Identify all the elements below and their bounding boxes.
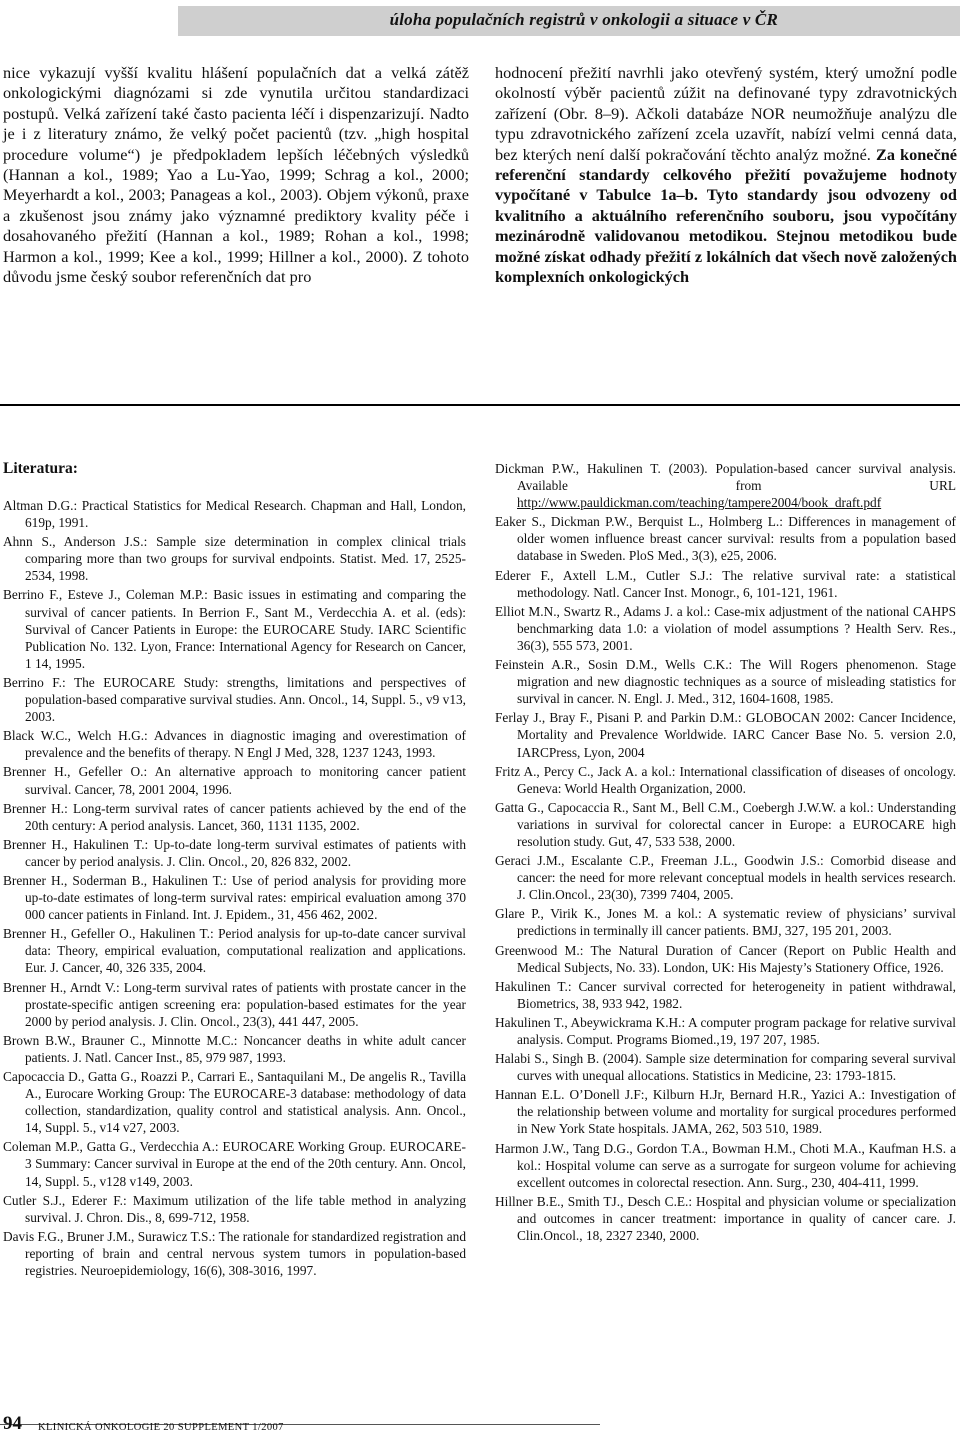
reference-item: Hakulinen T., Abeywickrama K.H.: A computer program package for relative survival analysis. Comput. Programs Biomed.,19, 197 207, 1985. bbox=[495, 1014, 956, 1047]
reference-item: Cutler S.J., Ederer F.: Maximum utilization of the life table method in analyzing survival. J. Chron. Dis., 8, 699-712, 1958. bbox=[3, 1192, 466, 1225]
reference-item: Black W.C., Welch H.G.: Advances in diagnostic imaging and overestimation of prevalence and the benefits of therapy. N Engl J Med, 328, 1237 1243, 1993. bbox=[3, 728, 466, 761]
reference-item: Brenner H., Arndt V.: Long-term survival rates of patients with prostate cancer in the prostate-specific antigen screening era: population-based estimates for the year 2000 by period analysis. J. Clin. Oncol., 23(3), 441 447, 2005. bbox=[3, 979, 466, 1029]
reference-item: Glare P., Virik K., Jones M. a kol.: A systematic review of physicians’ survival predictions in terminally ill cancer patients. BMJ, 327, 195 201, 2003. bbox=[495, 906, 956, 939]
page-number: 94 bbox=[3, 1413, 22, 1434]
reference-item: Brenner H., Hakulinen T.: Up-to-date long-term survival estimates of patients with cancer by period analysis. J. Clin. Oncol., 20, 826 832, 2002. bbox=[3, 836, 466, 869]
reference-item: Halabi S., Singh B. (2004). Sample size determination for comparing several survival curves with unequal allocations. Statistics in Medicine, 23: 1793-1815. bbox=[495, 1051, 956, 1084]
reference-item: Hillner B.E., Smith TJ., Desch C.E.: Hospital and physician volume or specialization and outcomes in cancer treatment: importance in quality of cancer care. J. Clin.Oncol., 18, 2327 2340, 2000. bbox=[495, 1193, 956, 1244]
running-header-title: úloha populačních registrů v onkologii a situace v ČR bbox=[389, 10, 778, 29]
reference-item: Brenner H., Gefeller O.: An alternative approach to monitoring cancer patient survival. Cancer, 78, 2001 2004, 1996. bbox=[3, 764, 466, 797]
reference-item: Harmon J.W., Tang D.G., Gordon T.A., Bowman H.M., Choti M.A., Kaufman H.S. a kol.: Hospital volume can serve as a surrogate for surgeon volume for achieving excellent outcomes in colorectal resection. Ann. Surg., 230, 404-411, 1999. bbox=[495, 1140, 956, 1190]
body-paragraph-right bbox=[495, 63, 957, 287]
reference-item: Brenner H., Soderman B., Hakulinen T.: Use of period analysis for providing more up-to-date estimates of long-term survival rates: empirical evaluation among 370 000 cancer patients in Finland. Int. J. Epidem., 31, 456 462, 2002. bbox=[3, 872, 466, 923]
body-column-right bbox=[495, 63, 957, 287]
body-paragraph-left: nice vykazují vyšší kvalitu hlášení populačních dat a velká zátěž onkologickými diagnózami si zde vynutila určitou standardizaci postupů. Velká zařízení také často pacienta léčí i dispenzarizují. Nadto je i z literatury známo, že velký počet pacientů (tzv. „high hospital procedure volume“) je předpokladem lepších léčebných výsledků (Hannan a kol., 1989; Yao a Lu-Yao, 1999; Schrag a kol., 2000; Meyerhardt a kol., 2003; Panageas a kol., 2003). Objem výkonů, praxe a zkušenost jsou známy jako významné prediktory kvality péče i dosahovaného přežití (Hannan a kol., 1989; Rohan a kol., 1998; Harmon a kol., 1999; Kee a kol., 1999; Hillner a kol., 2000). Z tohoto důvodu jsme český soubor referenčních dat pro bbox=[3, 63, 469, 287]
body-column-left bbox=[3, 63, 469, 287]
references-column-right bbox=[495, 460, 956, 1246]
section-divider bbox=[0, 404, 960, 406]
reference-item bbox=[495, 460, 956, 511]
reference-item: Feinstein A.R., Sosin D.M., Wells C.K.: The Will Rogers phenomenon. Stage migration and new diagnostic techniques as a source of misleading statistics for survival in cancer. N. Engl. J. Med., 312, 1604-1608, 1985. bbox=[495, 657, 956, 707]
reference-item: Brenner H., Gefeller O., Hakulinen T.: Period analysis for up-to-date cancer survival data: Theory, empirical evaluation, computational realization and applications. Eur. J. Cancer, 40, 326 335, 2004. bbox=[3, 926, 466, 976]
reference-item: Gatta G., Capocaccia R., Sant M., Bell C.M., Coebergh J.W.W. a kol.: Understanding variations in survival for colorectal cancer in Europe: a EUROCARE high resolution study. Gut, 47, 533 538, 2000. bbox=[495, 799, 956, 849]
reference-item: Elliot M.N., Swartz R., Adams J. a kol.: Case-mix adjustment of the national CAHPS benchmarking data 1.0: a violation of model assumptions ? Health Serv. Res., 36(3), 555 573, 2001. bbox=[495, 603, 956, 653]
reference-item: Ahnn S., Anderson J.S.: Sample size determination in complex clinical trials comparing more than two groups for survival endpoints. Statist. Med. 17, 2525-2534, 1998. bbox=[3, 534, 466, 584]
reference-item: Ederer F., Axtell L.M., Cutler S.J.: The relative survival rate: a statistical methodology. Natl. Cancer Inst. Monogr., 6, 101-121, 1961. bbox=[495, 567, 956, 600]
reference-item: Coleman M.P., Gatta G., Verdecchia A.: EUROCARE Working Group. EUROCARE-3 Summary: Cancer survival in Europe at the end of the 20th century. Ann. Oncol, 14, Suppl. 5., v128 v149, 2003. bbox=[3, 1139, 466, 1189]
reference-url-link[interactable]: http://www.pauldickman.com/teaching/tampere2004/book_draft.pdf bbox=[517, 495, 882, 511]
reference-item: Geraci J.M., Escalante C.P., Freeman J.L., Goodwin J.S.: Comorbid disease and cancer: the need for more relevant conceptual models in health services research. J. Clin.Oncol., 23(30), 7399 7404, 2005. bbox=[495, 853, 956, 903]
body-text-bold-conclusion: Za konečné referenční standardy celkového přežití považujeme hodnoty vypočítané v Tabulce 1a–b. Tyto standardy jsou odvozeny od kvalitního a aktuálního referenčního souboru, jsou vypočítány mezinárodně validovanou metodikou. Stejnou metodikou bude možné získat odhady přežití z lokálních dat všech nově založených komplexních onkologických bbox=[495, 144, 958, 287]
reference-item: Brenner H.: Long-term survival rates of cancer patients achieved by the end of the 20th century: A period analysis. Lancet, 360, 1131 1135, 2002. bbox=[3, 800, 466, 833]
reference-item: Berrino F., Esteve J., Coleman M.P.: Basic issues in estimating and comparing the survival of cancer patients. In Berrion F., Sant M., Verdecchia A. et al. (eds): Survival of Cancer Patients in Europe: the EUROCARE Study. IARC Scientific Publication No. 132. Lyon, France: International Agency for Research on Cancer, 1 14, 1995. bbox=[3, 587, 466, 671]
reference-item: Hannan E.L. O’Donell J.F:, Kilburn H.Jr, Bernard H.R., Yazici A.: Investigation of the relationship between volume and mortality for surgical procedures performed in New York State hospitals. JAMA, 262, 503 510, 1989. bbox=[495, 1087, 956, 1137]
reference-item: Capocaccia D., Gatta G., Roazzi P., Carrari E., Santaquilani M., De angelis R., Tavilla A., Eurocare Working Group: The EUROCARE-3 database: methodology of data collection, standardization, quality control and statistical analysis. Ann. Oncol., 14, Suppl. 5., v14 v27, 2003. bbox=[3, 1069, 466, 1136]
body-text-normal: hodnocení přežití navrhli jako otevřený systém, který umožní podle okolností výběr pacientů zúžit na definované typy zdravotnických zařízení (Obr. 8–9). Ačkoli databáze NOR neumožňuje analýzu dle typu zdravotnického zařízení zcela uzavřít, nabízí velmi cenná data, bez kterých není další pokračování těchto analýz možné. bbox=[495, 63, 957, 164]
reference-item: Hakulinen T.: Cancer survival corrected for heterogeneity in patient withdrawal, Biometrics, 38, 933 942, 1982. bbox=[495, 978, 956, 1011]
reference-item: Eaker S., Dickman P.W., Berquist L., Holmberg L.: Differences in management of older women influence breast cancer survival: results from a population based database in Sweden. PloS Med., 3(3), e25, 2006. bbox=[495, 514, 956, 564]
reference-item: Ferlay J., Bray F., Pisani P. and Parkin D.M.: GLOBOCAN 2002: Cancer Incidence, Mortality and Prevalence Worldwide. IARC Cancer Base No. 5. version 2.0, IARCPress, Lyon, 2004 bbox=[495, 710, 956, 760]
reference-item: Fritz A., Percy C., Jack A. a kol.: International classification of diseases of oncology. Geneva: World Health Organization, 2000. bbox=[495, 763, 956, 796]
references-column-left bbox=[3, 497, 466, 1281]
journal-name: KLINICKÁ ONKOLOGIE 20 SUPPLEMENT 1/2007 bbox=[38, 1422, 284, 1433]
reference-text: Dickman P.W., Hakulinen T. (2003). Population-based cancer survival analysis. Available from URL bbox=[495, 461, 956, 494]
reference-item: Brown B.W., Brauner C., Minnotte M.C.: Noncancer deaths in white adult cancer patients. J. Natl. Cancer Inst., 85, 979 987, 1993. bbox=[3, 1032, 466, 1065]
reference-item: Altman D.G.: Practical Statistics for Medical Research. Chapman and Hall, London, 619p, 1991. bbox=[3, 498, 466, 531]
reference-item: Greenwood M.: The Natural Duration of Cancer (Report on Public Health and Medical Subjects, No. 33). London, UK: His Majesty’s Stationery Office, 1926. bbox=[495, 942, 956, 975]
reference-item: Berrino F.: The EUROCARE Study: strengths, limitations and perspectives of population-based comparative survival studies. Ann. Oncol., 14, Suppl. 5., v9 v13, 2003. bbox=[3, 674, 466, 725]
reference-item: Davis F.G., Bruner J.M., Surawicz T.S.: The rationale for standardized registration and reporting of brain and central nervous system tumors in population-based registries. Neuroepidemiology, 16(6), 308-3016, 1997. bbox=[3, 1228, 466, 1279]
references-heading: Literatura: bbox=[3, 460, 78, 477]
